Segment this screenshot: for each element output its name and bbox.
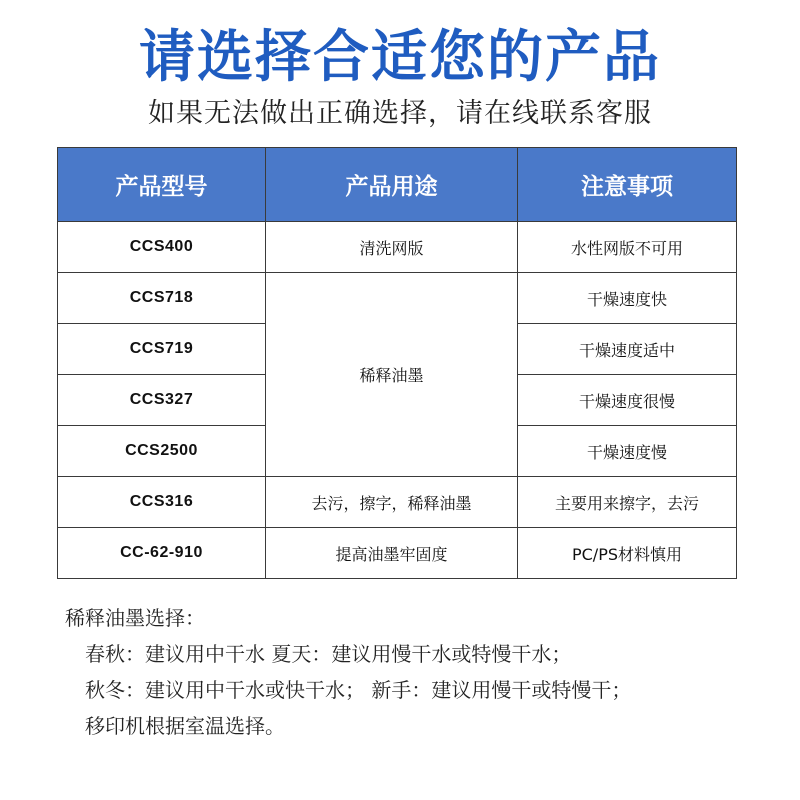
table-row [58, 273, 737, 324]
cell-use: 提高油墨牢固度 [266, 528, 518, 579]
notes-line: 移印机根据室温选择。 [85, 714, 285, 738]
cell-note: 干燥速度很慢 [518, 375, 737, 426]
cell-use-merged: 稀释油墨 [266, 273, 518, 477]
product-table [57, 147, 737, 579]
cell-note: 主要用来擦字，去污 [518, 477, 737, 528]
column-header-use: 产品用途 [266, 148, 518, 222]
cell-model: CCS400 [58, 222, 266, 273]
table-header-row [58, 148, 737, 222]
cell-model: CCS2500 [58, 426, 266, 477]
column-header-note: 注意事项 [518, 148, 737, 222]
cell-note: PC/PS材料慎用 [518, 528, 737, 579]
column-header-model: 产品型号 [58, 148, 266, 222]
cell-model: CC-62-910 [58, 528, 266, 579]
table-row [58, 477, 737, 528]
cell-note: 水性网版不可用 [518, 222, 737, 273]
cell-note: 干燥速度适中 [518, 324, 737, 375]
cell-use: 去污，擦字，稀释油墨 [266, 477, 518, 528]
notes-heading: 稀释油墨选择： [65, 606, 205, 630]
cell-note: 干燥速度慢 [518, 426, 737, 477]
cell-note: 干燥速度快 [518, 273, 737, 324]
dilution-notes [65, 600, 765, 744]
notes-line: 春秋：建议用中干水 夏天：建议用慢干水或特慢干水； [85, 642, 572, 666]
cell-model: CCS316 [58, 477, 266, 528]
cell-use: 清洗网版 [266, 222, 518, 273]
table-row [58, 528, 737, 579]
notes-line: 秋冬：建议用中干水或快干水； 新手：建议用慢干或特慢干； [85, 678, 632, 702]
cell-model: CCS718 [58, 273, 266, 324]
page-title: 请选择合适您的产品 [139, 25, 661, 90]
table-row [58, 222, 737, 273]
cell-model: CCS327 [58, 375, 266, 426]
cell-model: CCS719 [58, 324, 266, 375]
page-subtitle: 如果无法做出正确选择，请在线联系客服 [148, 98, 652, 129]
